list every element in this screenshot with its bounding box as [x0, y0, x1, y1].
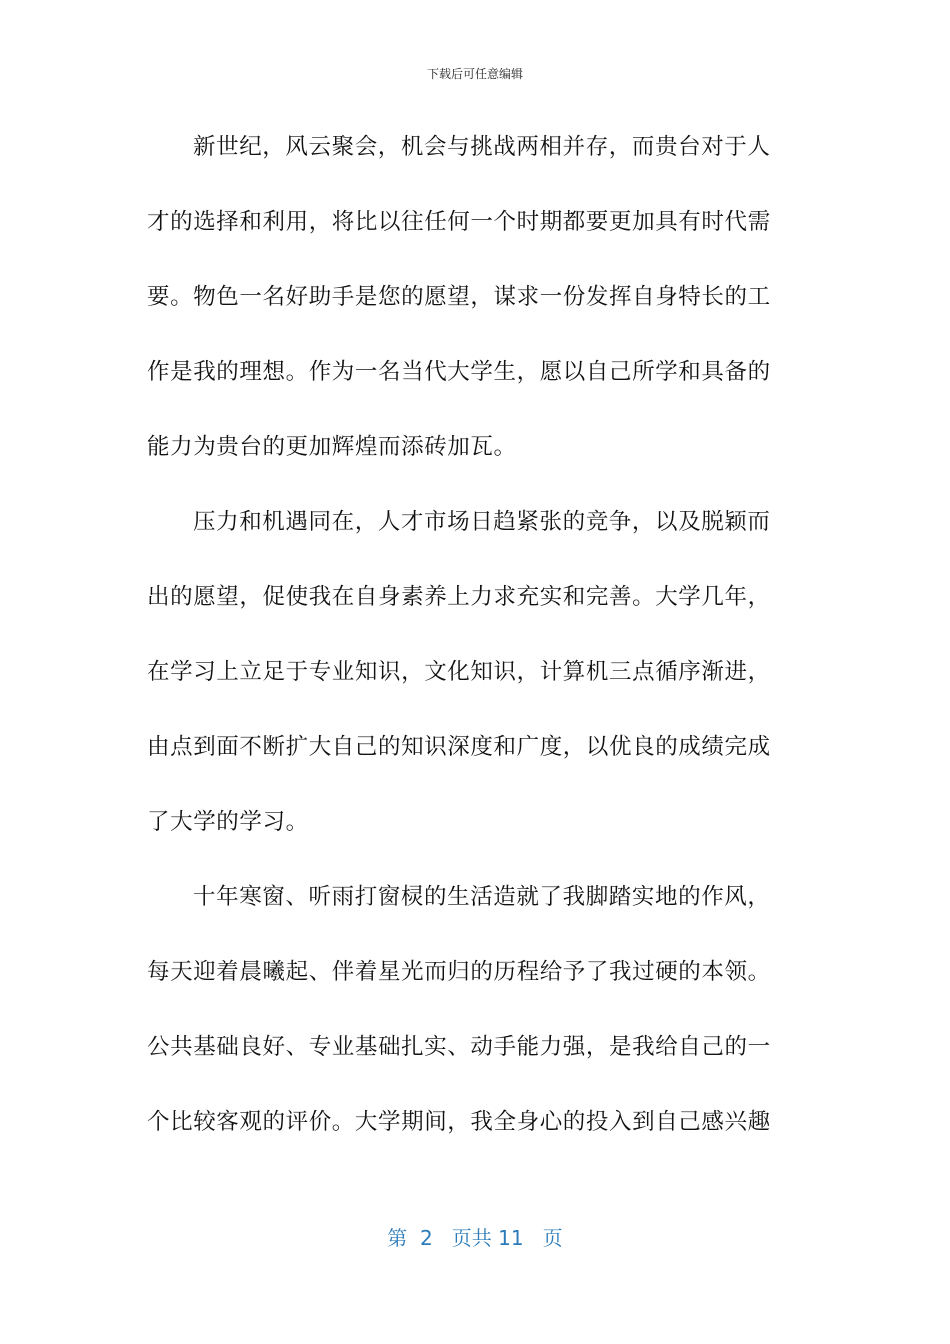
paragraph-2-line-4: 由点到面不断扩大自己的知识深度和广度，以优良的成绩完成 — [147, 734, 771, 760]
paragraph-3-line-3: 公共基础良好、专业基础扎实、动手能力强，是我给自己的一 — [147, 1034, 771, 1060]
paragraph-2-line-2: 出的愿望，促使我在自身素养上力求充实和完善。大学几年， — [147, 584, 771, 610]
paragraph-2-line-5: 了大学的学习。 — [147, 809, 309, 835]
page-number-footer: 第 2 页共 11 页 — [387, 1226, 563, 1250]
paragraph-2-line-3: 在学习上立足于专业知识，文化知识，计算机三点循序渐进， — [147, 659, 771, 685]
paragraph-2-line-1: 压力和机遇同在，人才市场日趋紧张的竞争，以及脱颖而 — [193, 509, 771, 535]
document-body — [147, 127, 807, 1177]
paragraph-1-line-5: 能力为贵台的更加辉煌而添砖加瓦。 — [147, 434, 517, 460]
paragraph-3-line-1: 十年寒窗、听雨打窗棂的生活造就了我脚踏实地的作风， — [193, 884, 771, 910]
paragraph-1-line-2: 才的选择和利用，将比以往任何一个时期都要更加具有时代需 — [147, 209, 771, 235]
paragraph-1-line-1: 新世纪，风云聚会，机会与挑战两相并存，而贵台对于人 — [193, 134, 771, 160]
page-header: 下载后可任意编辑 — [426, 67, 523, 81]
paragraph-1-line-3: 要。物色一名好助手是您的愿望，谋求一份发挥自身特长的工 — [147, 284, 771, 310]
paragraph-1-line-4: 作是我的理想。作为一名当代大学生，愿以自己所学和具备的 — [147, 359, 771, 385]
paragraph-3-line-2: 每天迎着晨曦起、伴着星光而归的历程给予了我过硬的本领。 — [147, 959, 771, 985]
paragraph-3-line-4: 个比较客观的评价。大学期间，我全身心的投入到自己感兴趣 — [147, 1109, 771, 1135]
